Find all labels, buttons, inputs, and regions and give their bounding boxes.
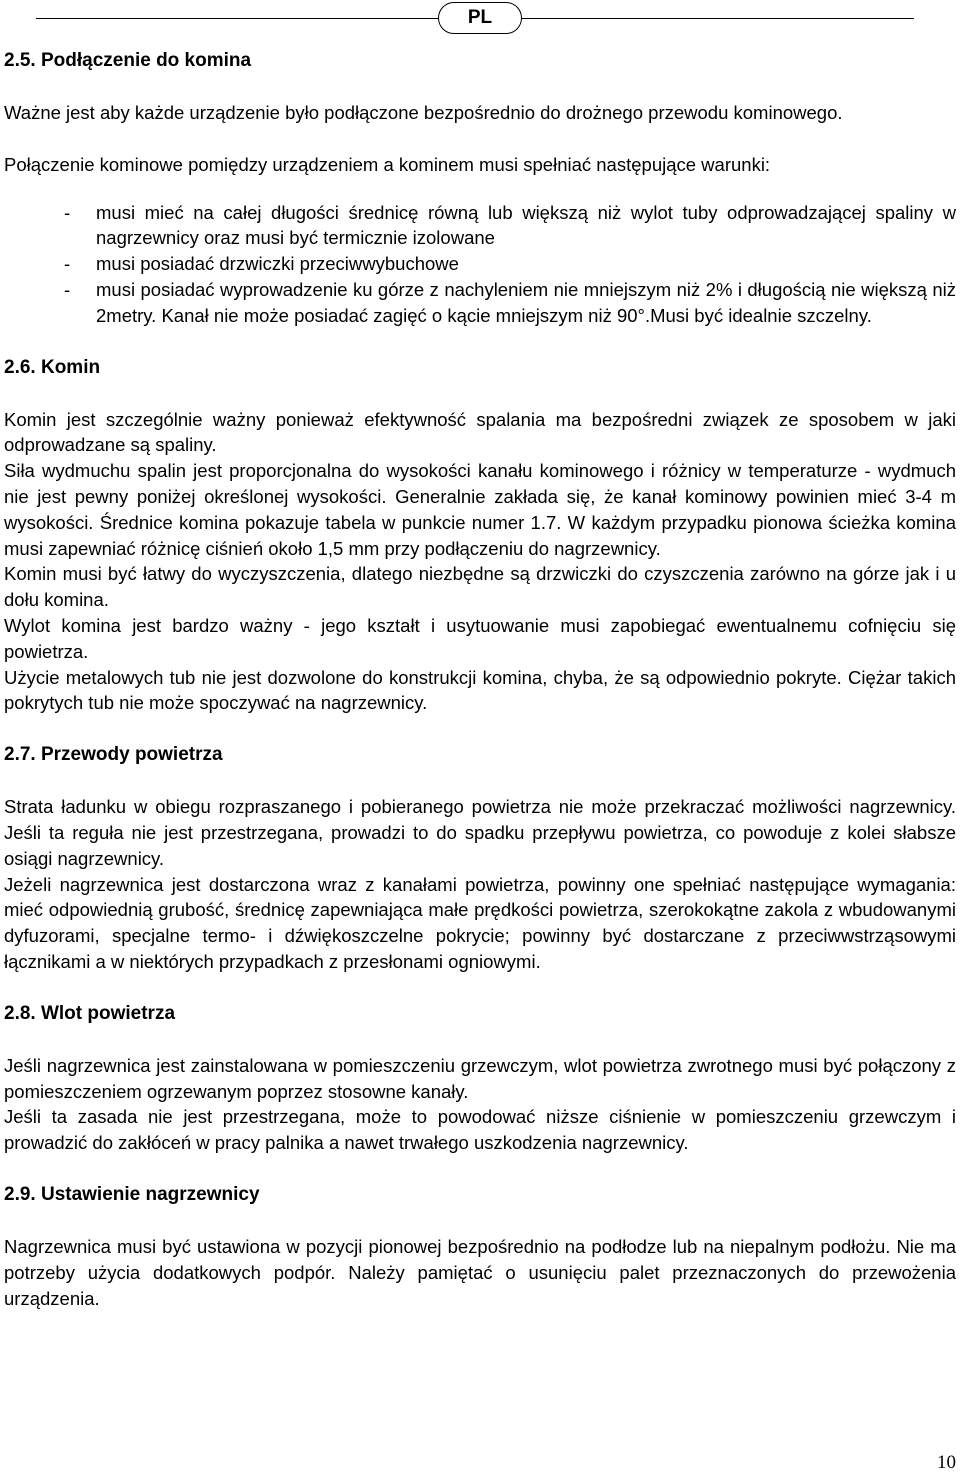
header-rule-left <box>36 18 438 19</box>
language-badge: PL <box>438 2 522 34</box>
paragraph: Połączenie kominowe pomiędzy urządzeniem a kominem musi spełniać następujące warunki: <box>4 153 771 175</box>
paragraph: Komin jest szczególnie ważny ponieważ efektywność spalania ma bezpośredni związek ze sposobem w jaki odprowadzane są spaliny. <box>4 408 956 456</box>
paragraph: Jeżeli nagrzewnica jest dostarczona wraz z kanałami powietrza, powinny one spełniać następujące wymagania: mieć odpowiednią grubość, średnicę zapewniająca małe prędkości powietrza, szerokokątne zakola z wbudowanymi dyfuzorami, specjalne termo- i dźwiękoszczelne pokrycie; powinny być dostarczane z przeciwwstrząsowymi łącznikami a w niektórych przypadkach z przesłonami ogniowymi. <box>4 873 956 972</box>
paragraph: Jeśli nagrzewnica jest zainstalowana w pomieszczeniu grzewczym, wlot powietrza zwrotnego musi być połączony z pomieszczeniem ogrzewanym poprzez stosowne kanały. <box>4 1054 956 1102</box>
header-rule-right <box>522 18 914 19</box>
section-title-2-5: 2.5. Podłączenie do komina <box>4 50 252 71</box>
section-title-2-6: 2.6. Komin <box>4 356 101 378</box>
list-item: - musi posiadać drzwiczki przeciwwybuchowe <box>96 251 956 277</box>
requirements-list <box>4 200 956 329</box>
list-item: - musi mieć na całej długości średnicę równą lub większą niż wylot tuby odprowadzającej spaliny w nagrzewnicy oraz musi być termicznie izolowane <box>96 200 956 252</box>
section-title-2-9: 2.9. Ustawienie nagrzewnicy <box>4 1183 260 1205</box>
paragraph: Nagrzewnica musi być ustawiona w pozycji pionowej bezpośrednio na podłodze lub na niepalnym podłożu. Nie ma potrzeby użycia dodatkowych podpór. Należy pamiętać o usunięciu palet przeznaczonych do przewożenia urządzenia. <box>4 1235 956 1309</box>
paragraph: Komin musi być łatwy do wyczyszczenia, dlatego niezbędne są drzwiczki do czyszczenia zarówno na górze jak i u dołu komina. <box>4 563 956 611</box>
section-title-2-7: 2.7. Przewody powietrza <box>4 744 223 766</box>
paragraph: Strata ładunku w obiegu rozpraszanego i pobieranego powietrza nie może przekraczać możliwości nagrzewnicy. Jeśli ta reguła nie jest przestrzegana, prowadzi to do spadku przepływu powietrza, co powoduje z kolei słabsze osiągi nagrzewnicy. <box>4 796 956 869</box>
document-body <box>4 48 956 1311</box>
list-item: - musi posiadać wyprowadzenie ku górze z nachyleniem nie mniejszym niż 2% i długością nie większą niż 2metry. Kanał nie może posiadać zagięć o kącie mniejszym niż 90°.Musi być idealnie szczelny. <box>96 277 956 329</box>
section-title-2-8: 2.8. Wlot powietrza <box>4 1002 176 1024</box>
paragraph: Siła wydmuchu spalin jest proporcjonalna do wysokości kanału kominowego i różnicy w temperaturze - wydmuch nie jest pewny poniżej określonej wysokości. Generalnie zakłada się, że kanał kominowy powinien mieć 3-4 m wysokości. Średnice komina pokazuje tabela w punkcie numer 1.7. W każdym przypadku pionowa ścieżka komina musi zapewniać różnicę ciśnień około 1,5 mm przy podłączeniu do nagrzewnicy. <box>4 460 956 559</box>
page-number: 10 <box>937 1452 956 1473</box>
paragraph: Jeśli ta zasada nie jest przestrzegana, może to powodować niższe ciśnienie w pomieszczeniu grzewczym i prowadzić do zakłóceń w pracy palnika a nawet trwałego uszkodzenia nagrzewnicy. <box>4 1106 956 1154</box>
paragraph: Wylot komina jest bardzo ważny - jego kształt i usytuowanie musi zapobiegać ewentualnemu cofnięciu się powietrza. <box>4 614 956 662</box>
paragraph: Ważne jest aby każde urządzenie było podłączone bezpośrednio do drożnego przewodu kominowego. <box>4 102 843 123</box>
paragraph: Użycie metalowych tub nie jest dozwolone do konstrukcji komina, chyba, że są odpowiednio pokryte. Ciężar takich pokrytych tub nie może spoczywać na nagrzewnicy. <box>4 666 956 714</box>
